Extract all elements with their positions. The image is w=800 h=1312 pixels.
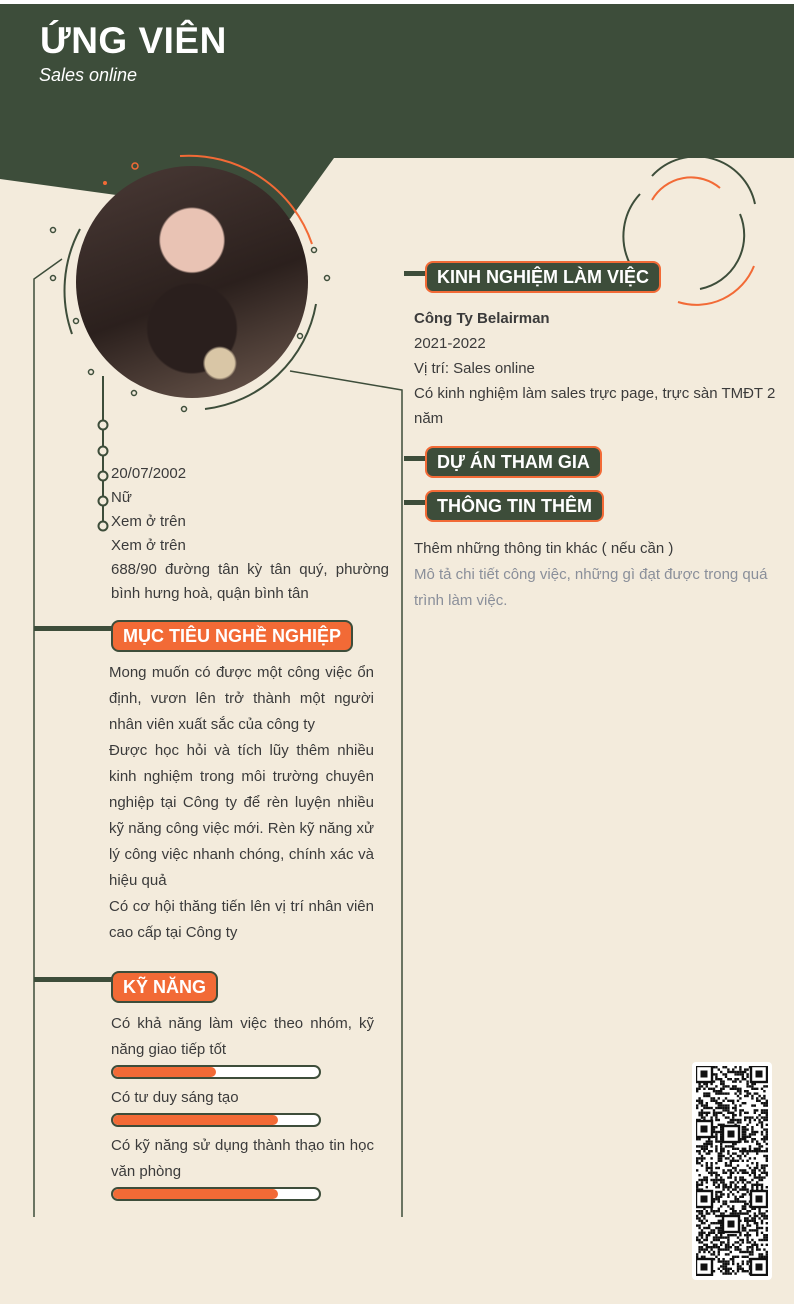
phone: Xem ở trên [111,513,186,530]
skill-bar-fill [113,1067,216,1077]
skills-heading: KỸ NĂNG [111,971,218,1003]
skill-bar [111,1187,321,1201]
skills-list [111,1011,374,1207]
cv-page [0,4,794,1304]
skill-label: Có tư duy sáng tạo [111,1089,239,1106]
objective-paragraph: Mong muốn có được một công việc ổn định, vươn lên trở thành một người nhân viên xuất sắc của công ty [109,664,374,733]
skill-bar-fill [113,1189,278,1199]
objective-text [109,660,374,946]
additional-text: Thêm những thông tin khác ( nếu cần ) [414,540,674,557]
experience-entry [414,306,776,431]
employment-period: 2021-2022 [414,335,486,352]
additional-hint: Mô tả chi tiết công việc, những gì đạt được trong quá trình làm việc. [414,566,768,609]
qr-code-graphic [696,1066,768,1276]
candidate-name: ỨNG VIÊN [40,20,227,61]
personal-info [111,462,389,606]
skill-bar [111,1065,321,1079]
additional-heading: THÔNG TIN THÊM [425,490,604,522]
skill-bar-fill [113,1115,278,1125]
avatar [76,166,308,398]
experience-description: Có kinh nghiệm làm sales trực page, trực sàn TMĐT 2 năm [414,385,776,427]
position: Vị trí: Sales online [414,360,535,377]
email: Xem ở trên [111,537,186,554]
skill-label: Có kỹ năng sử dụng thành thạo tin học văn phòng [111,1137,374,1180]
company-name: Công Ty Belairman [414,310,550,327]
objective-paragraph: Có cơ hội thăng tiến lên vị trí nhân viên cao cấp tại Công ty [109,898,374,941]
skill-bar [111,1113,321,1127]
skill-label: Có khả năng làm việc theo nhóm, kỹ năng giao tiếp tốt [111,1015,374,1058]
objective-paragraph: Được học hỏi và tích lũy thêm nhiều kinh nghiệm trong môi trường chuyên nghiệp tại Công ty để rèn luyện nhiều kỹ năng công việc mới. Rèn kỹ năng xử lý công việc nhanh chóng, chính xác và hiệu quả [109,742,374,889]
experience-heading: KINH NGHIỆM LÀM VIỆC [425,261,661,293]
address: 688/90 đường tân kỳ tân quý, phường bình hưng hoà, quận bình tân [111,561,389,602]
gender: Nữ [111,489,132,506]
objective-heading: MỤC TIÊU NGHỀ NGHIỆP [111,620,353,652]
job-title: Sales online [39,65,138,85]
projects-heading: DỰ ÁN THAM GIA [425,446,602,478]
additional-info [414,536,776,614]
birth-date: 20/07/2002 [111,465,187,482]
qr-code [692,1062,772,1280]
